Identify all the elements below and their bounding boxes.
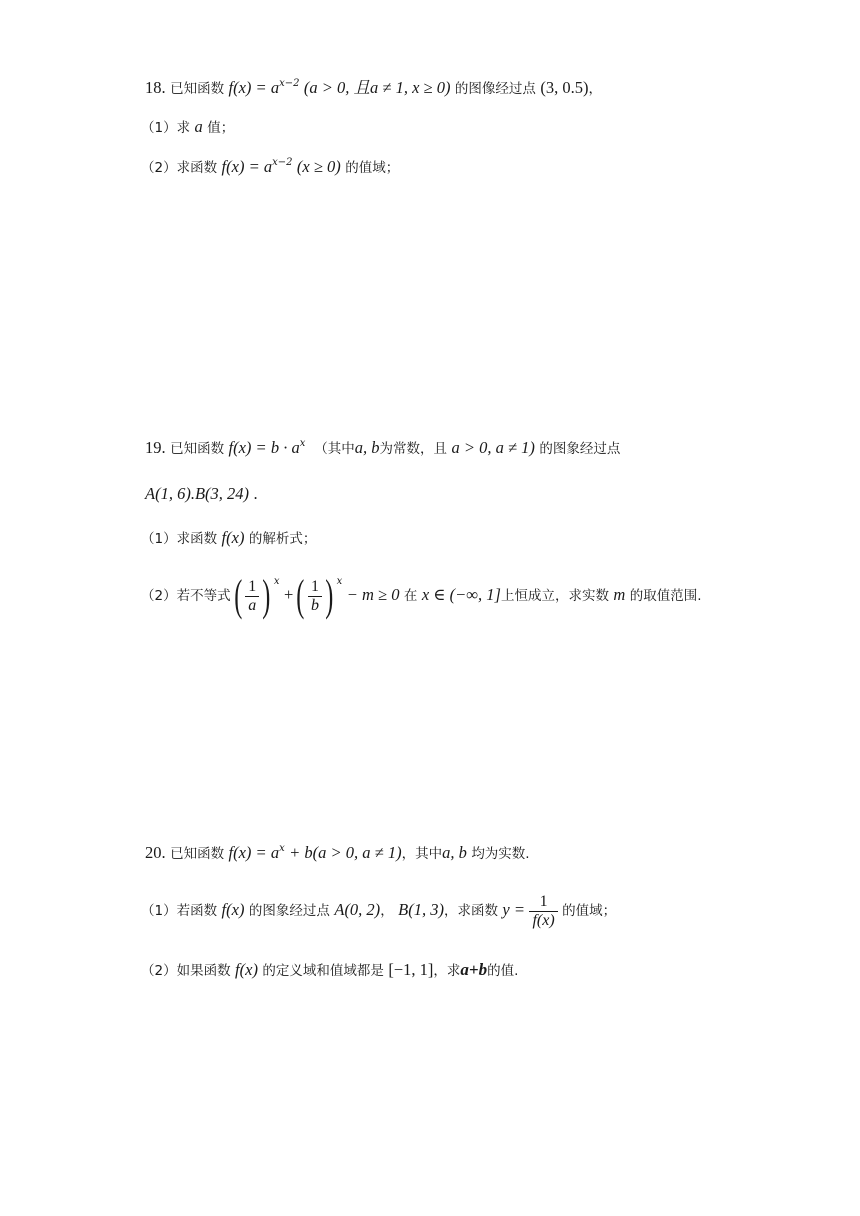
q20-part1-function: f(x) <box>221 900 245 919</box>
q19-left-paren-1: ( <box>233 571 242 620</box>
q19-condition: a > 0, a ≠ 1) <box>451 438 535 457</box>
q20-part1-label: （1）若函数 <box>141 903 218 919</box>
q20-text-1: 已知函数 <box>170 846 225 862</box>
q20-part2-label: （2）如果函数 <box>141 963 231 979</box>
q18-condition: (a > 0, 且a ≠ 1, x ≥ 0) <box>303 78 451 97</box>
q19-part2 <box>141 572 702 622</box>
q19-vars: a, b <box>354 438 380 457</box>
q20-vars: a, b <box>442 843 467 862</box>
q19-domain: x ∈ (−∞, 1] <box>421 585 501 604</box>
q19-fraction-2 <box>308 578 322 615</box>
q20-interval: [−1, 1] <box>388 960 434 979</box>
q19-fraction-2-num: 1 <box>310 577 319 595</box>
q19-part2-text-1: 在 <box>403 588 418 604</box>
q20-part1-text-1: 的图象经过点 <box>248 903 330 919</box>
q20-part2 <box>141 960 518 981</box>
q18-part2-function: f(x) = a <box>221 157 273 176</box>
q20-fraction-num: 1 <box>539 892 548 910</box>
q20-function: f(x) = a <box>228 843 280 862</box>
q19-text-1: 已知函数 <box>170 441 225 457</box>
q19-plus: + <box>284 585 294 604</box>
q19-line2 <box>145 484 258 505</box>
q19-exponent-1: x <box>273 576 280 587</box>
q18-part1-label: （1）求 <box>141 120 191 136</box>
q19-right-paren-2: ) <box>325 571 334 620</box>
q20-function-rest: + b(a > 0, a ≠ 1) <box>289 843 402 862</box>
q19-fraction-2-den: b <box>308 596 322 615</box>
q20-exponent: x <box>279 843 285 854</box>
q18-part2-exponent: x−2 <box>272 157 293 168</box>
q18-line1 <box>145 78 602 99</box>
q19-part2-text-3: 的取值范围. <box>629 588 702 604</box>
q19-points-tail: . <box>253 484 258 503</box>
q20-point-sep: ， <box>380 903 394 919</box>
q20-fraction-den: f(x) <box>529 911 557 930</box>
q19-number: 19. <box>145 438 166 457</box>
q20-part1 <box>141 890 616 934</box>
q19-part1-text: 的解析式； <box>248 531 317 547</box>
q18-part2-condition: (x ≥ 0) <box>296 157 341 176</box>
q19-part2-var: m <box>613 585 626 604</box>
q20-part2-function: f(x) <box>235 960 258 979</box>
q18-part1-var: a <box>194 117 203 136</box>
q20-part1-text-3: 的值域； <box>562 903 617 919</box>
q18-tail: ， <box>588 81 602 97</box>
q18-exponent: x−2 <box>279 78 300 89</box>
q19-function: f(x) = b · a <box>228 438 300 457</box>
q19-fraction-1 <box>245 578 259 615</box>
q20-fraction <box>529 893 557 930</box>
q19-exponent-2: x <box>336 576 343 587</box>
q19-exponent: x <box>299 438 306 449</box>
q20-line1 <box>145 843 530 864</box>
q19-line1 <box>145 438 620 459</box>
q19-text-2: （其中 <box>314 441 355 457</box>
q20-expression: a+b <box>460 960 488 979</box>
q19-left-paren-2: ( <box>296 571 305 620</box>
q20-part2-text-3: 的值. <box>487 963 519 979</box>
q19-inequality-rest: − m ≥ 0 <box>346 585 400 604</box>
q19-fraction-1-num: 1 <box>248 577 257 595</box>
q20-point-a: A(0, 2) <box>334 900 381 919</box>
q19-text-4: 的图象经过点 <box>539 441 621 457</box>
q19-right-paren-1: ) <box>262 571 271 620</box>
q18-function: f(x) = a <box>228 78 280 97</box>
q20-part2-text-1: 的定义域和值域都是 <box>262 963 384 979</box>
q20-text-3: 均为实数. <box>471 846 530 862</box>
q18-part2 <box>141 157 399 178</box>
q18-text-1: 已知函数 <box>170 81 225 97</box>
q20-number: 20. <box>145 843 166 862</box>
q18-part2-text: 的值域； <box>345 160 400 176</box>
q19-part2-text-2: 上恒成立，求实数 <box>500 588 609 604</box>
q20-part1-text-2: ，求函数 <box>443 903 498 919</box>
q19-part1-function: f(x) <box>221 528 245 547</box>
q18-text-2: 的图像经过点 <box>454 81 536 97</box>
q19-fraction-1-den: a <box>245 596 259 615</box>
q19-part2-label: （2）若不等式 <box>141 588 231 604</box>
q20-text-2: ，其中 <box>401 846 443 862</box>
q18-point: (3, 0.5) <box>540 78 589 97</box>
q19-text-3: 为常数，且 <box>379 441 447 457</box>
q20-point-b: B(1, 3) <box>398 900 444 919</box>
q19-points: A(1, 6).B(3, 24) <box>145 484 250 503</box>
q19-part1 <box>141 528 316 549</box>
q20-y-equals: y = <box>502 900 526 919</box>
q18-part1 <box>141 117 234 138</box>
q18-number: 18. <box>145 78 166 97</box>
q18-part1-text: 值； <box>207 120 235 136</box>
q18-part2-label: （2）求函数 <box>141 160 218 176</box>
q20-part2-text-2: ，求 <box>433 963 461 979</box>
q19-part1-label: （1）求函数 <box>141 531 218 547</box>
